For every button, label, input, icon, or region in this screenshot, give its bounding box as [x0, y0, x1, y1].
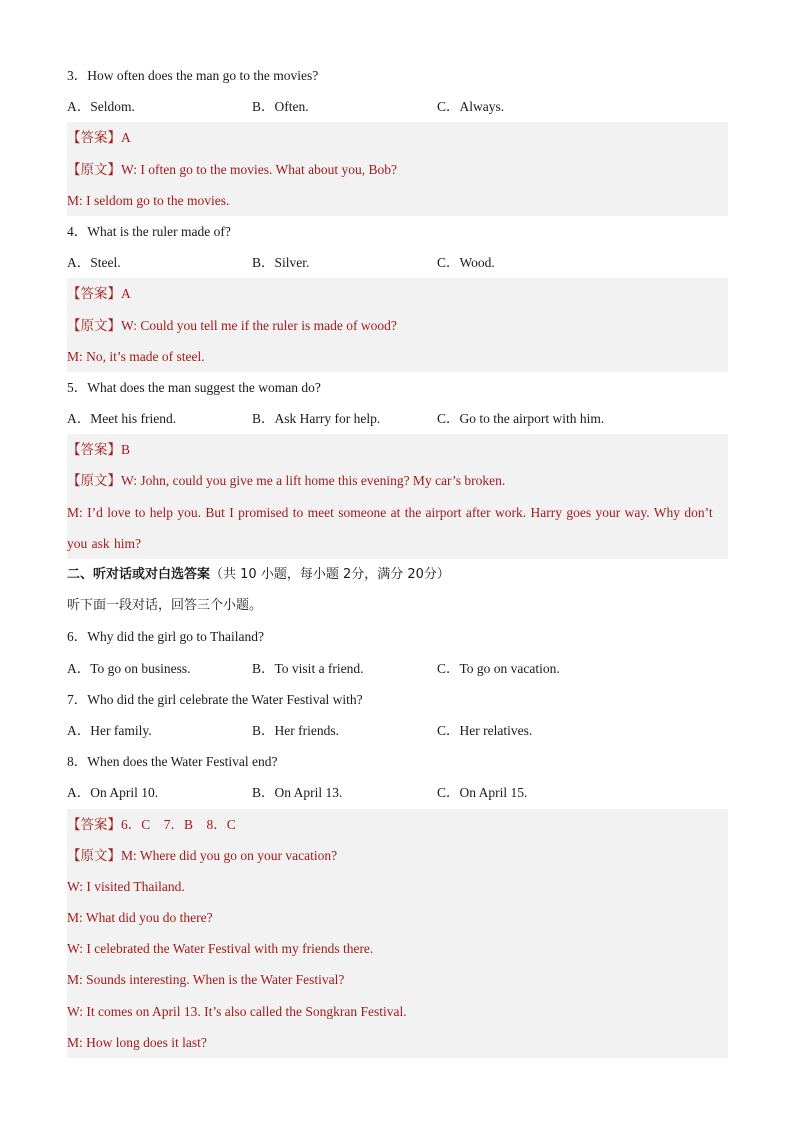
script-5-line-2: M: I’d love to help you. But I promised to meet someone at the airport after work. Harry goes your way. Why don’t you ask him? [67, 504, 713, 551]
options-3 [67, 91, 728, 122]
option-4a: A．Steel. [67, 255, 121, 271]
script-5-line-1: 【原文】W: John, could you give me a lift home this evening? My car’s broken. [67, 473, 506, 489]
option-3c: C．Always. [437, 99, 505, 115]
option-4b: B．Silver. [252, 255, 310, 271]
question-4: 4．What is the ruler made of? [67, 223, 231, 239]
question-7: 7．Who did the girl celebrate the Water Festival with? [67, 691, 363, 707]
option-5a: A．Meet his friend. [67, 411, 177, 427]
option-7b: B．Her friends. [252, 722, 339, 738]
options-7 [67, 715, 728, 746]
question-3: 3．How often does the man go to the movies? [67, 68, 319, 83]
answer-block-3 [67, 122, 728, 216]
options-6 [67, 653, 728, 684]
document-page [67, 60, 728, 1058]
option-7c: C．Her relatives. [437, 722, 533, 738]
script-6-8-line-5: M: Sounds interesting. When is the Water Festival? [67, 972, 345, 988]
answer-block-6-8 [67, 809, 728, 1059]
script-6-8-line-1: 【原文】M: Where did you go on your vacation? [67, 847, 338, 863]
script-6-8-line-2: W: I visited Thailand. [67, 878, 185, 894]
option-8b: B．On April 13. [252, 785, 343, 801]
option-3b: B．Often. [252, 99, 309, 115]
question-8: 8．When does the Water Festival end? [67, 754, 278, 770]
option-6c: C．To go on vacation. [437, 660, 560, 676]
answer-block-5 [67, 434, 728, 559]
option-4c: C．Wood. [437, 255, 495, 271]
option-5b: B．Ask Harry for help. [252, 411, 381, 427]
script-6-8-line-4: W: I celebrated the Water Festival with my friends there. [67, 941, 374, 957]
answer-block-4 [67, 278, 728, 372]
section-2-title: 二、听对话或对白选答案 [67, 567, 211, 583]
option-6b: B．To visit a friend. [252, 660, 364, 676]
question-6: 6．Why did the girl go to Thailand? [67, 629, 264, 645]
script-3-line-2: M: I seldom go to the movies. [67, 192, 230, 208]
question-5: 5．What does the man suggest the woman do? [67, 379, 321, 395]
options-8 [67, 777, 728, 808]
section-2-scoring: （共 10 小题，每小题 2分，满分 20分） [210, 567, 450, 583]
section-2-heading [67, 559, 728, 590]
options-5 [67, 403, 728, 434]
script-6-8-line-6: W: It comes on April 13. It’s also called the Songkran Festival. [67, 1003, 407, 1019]
option-8c: C．On April 15. [437, 785, 528, 801]
script-4-line-2: M: No, it’s made of steel. [67, 348, 205, 364]
answer-6-8: 【答案】6．C 7．B 8．C [67, 816, 236, 832]
option-6a: A．To go on business. [67, 660, 191, 676]
script-6-8-line-7: M: How long does it last? [67, 1034, 207, 1050]
option-3a: A．Seldom. [67, 99, 135, 115]
script-3-line-1: 【原文】W: I often go to the movies. What about you, Bob? [67, 161, 397, 177]
option-5c: C．Go to the airport with him. [437, 411, 605, 427]
option-7a: A．Her family. [67, 722, 152, 738]
section-2-instruction: 听下面一段对话，回答三个小题。 [67, 598, 263, 614]
script-4-line-1: 【原文】W: Could you tell me if the ruler is made of wood? [67, 317, 397, 333]
answer-3: 【答案】A [67, 130, 131, 146]
option-8a: A．On April 10. [67, 785, 159, 801]
options-4 [67, 247, 728, 278]
answer-5: 【答案】B [67, 442, 131, 458]
answer-4: 【答案】A [67, 286, 131, 302]
script-6-8-line-3: M: What did you do there? [67, 910, 213, 926]
